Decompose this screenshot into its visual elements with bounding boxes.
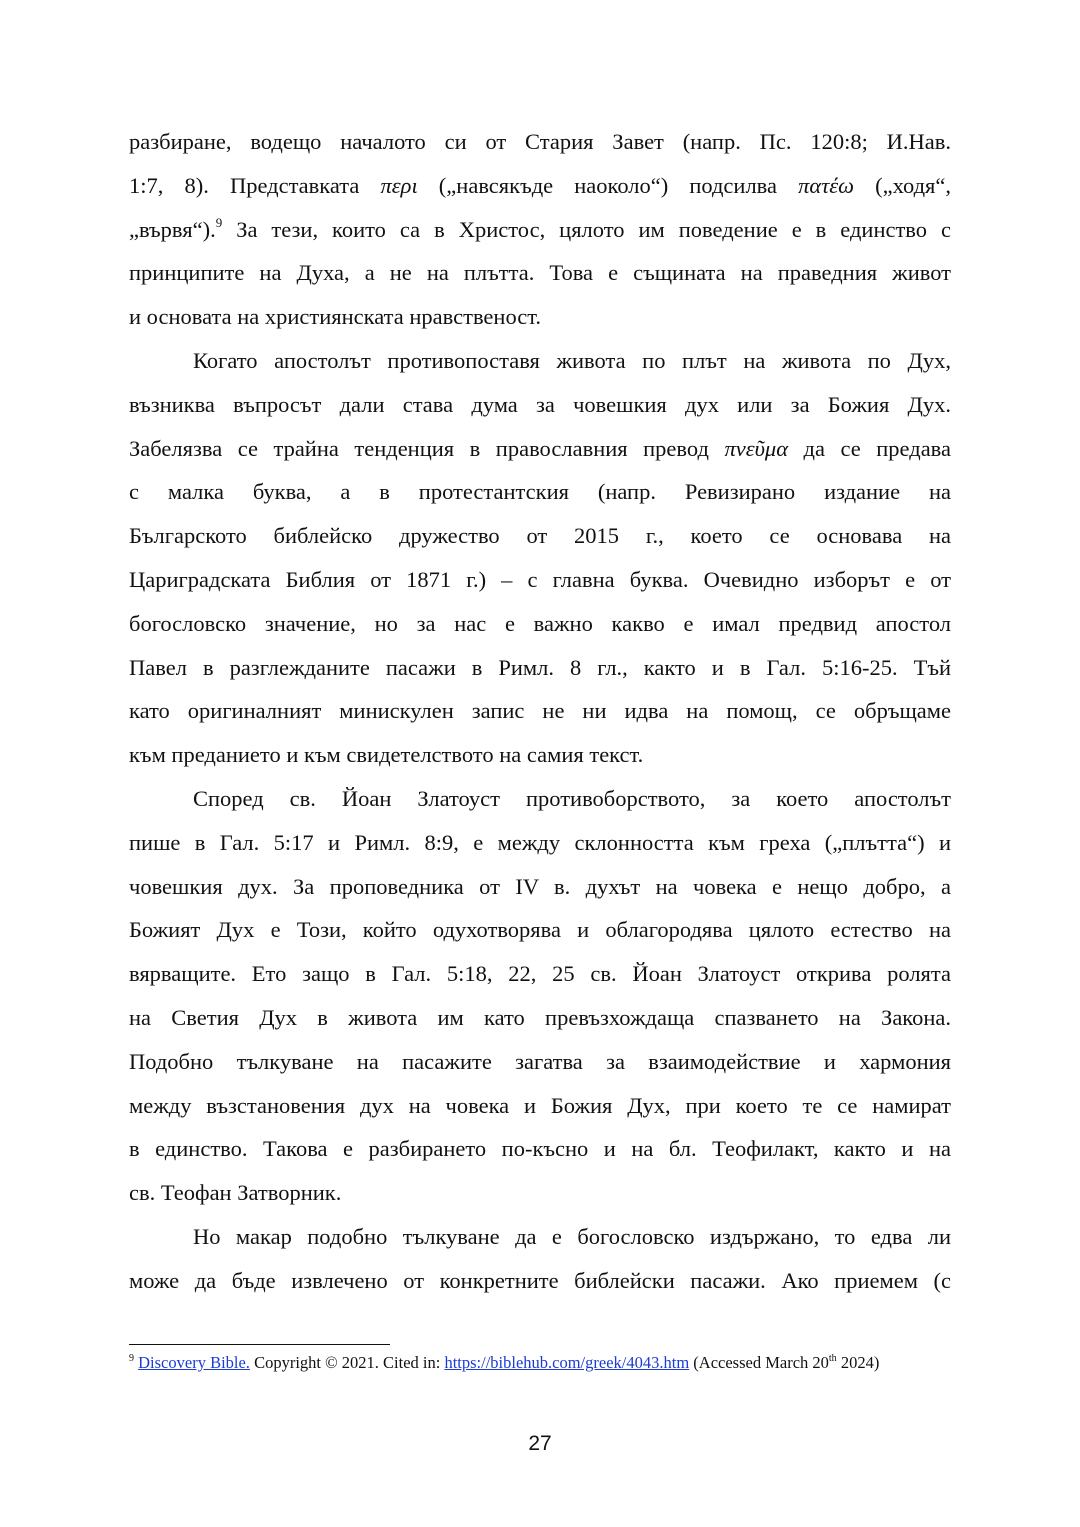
text-line: Подобно тълкуване на пасажите загатва за взаимодействие и хармония [129,1048,951,1074]
body-text [129,120,951,1303]
text-line: богословско значение, но за нас е важно какво е имал предвид апостол [129,610,951,636]
page-number: 27 [528,1432,552,1455]
text-line: като оригиналният минискулен запис не ни идва на помощ, се обръщаме [129,698,951,724]
text-line: може да бъде извлечено от конкретните библейски пасажи. Ако приемем (с [129,1267,951,1293]
text-line: между възстановения дух на човека и Божия Дух, при което те се намират [129,1092,951,1118]
text-line: 1:7, 8). Представката περι („навсякъде наоколо“) подсилва πατέω („ходя“, [129,172,951,198]
text-line: възниква въпросът дали става дума за човешкия дух или за Божия Дух. [129,391,951,417]
footnote-link-discovery-bible[interactable]: Discovery Bible. [138,1353,250,1372]
paragraph-2 [129,339,951,777]
text-line: св. Теофан Затворник. [129,1180,342,1206]
text-line: Но макар подобно тълкуване да е богословско издържано, то едва ли [193,1223,951,1249]
text-line: разбиране, водещо началото си от Стария Завет (напр. Пс. 120:8; И.Нав. [129,129,951,154]
paragraph-1 [129,120,951,339]
text-line: пише в Гал. 5:17 и Римл. 8:9, е между склонността към греха („плътта“) и [129,829,951,855]
text-line: човешкия дух. За проповедника от IV в. духът на човека е нещо добро, а [129,873,951,899]
text-line: Божият Дух е Този, който одухотворява и облагородява цялото естество на [129,917,951,943]
footnote: $^9$ Discovery Bible. Copyright © 2021. Cited in: https://biblehub.com/greek/4043.htm (Accessed March 20th 2024) [129,1353,880,1372]
text-line: в единство. Такова е разбирането по-късно и на бл. Теофилакт, както и на [129,1136,951,1162]
text-line: Когато апостолът противопоставя живота по плът на живота по Дух, [193,347,951,373]
paragraph-3 [129,777,951,1215]
footnote-separator [129,1344,390,1345]
text-line: Забелязва се трайна тенденция в православния превод πνεῦμα да се предава [129,435,951,461]
ordinal-suffix: th [828,1353,837,1364]
footnote-ref[interactable]: 9 [215,214,223,230]
text-line: с малка буква, а в протестантския (напр. Ревизирано издание на [129,479,951,505]
text-line: Според св. Йоан Златоуст противоборството, за което апостолът [193,785,951,811]
text-line: вярващите. Ето защо в Гал. 5:18, 22, 25 св. Йоан Златоуст открива ролята [129,961,951,987]
greek-word: πνεῦμα [724,435,789,461]
text-line: Павел в разглежданите пасажи в Римл. 8 гл., както и в Гал. 5:16-25. Тъй [129,654,951,680]
footnote-number: 9 [129,1353,134,1364]
paragraph-4 [129,1215,951,1303]
text-line: и основата на християнската нравственост. [129,304,542,330]
text-line: на Светия Дух в живота им като превъзхождаща спазването на Закона. [129,1004,951,1030]
text-line: принципите на Духа, а не на плътта. Това е същината на праведния живот [129,260,951,286]
text-line: към преданието и към свидетелството на самия текст. [129,742,644,768]
text-line: Цариградската Библия от 1871 г.) – с главна буква. Очевидно изборът е от [129,566,951,592]
greek-word: περι [380,172,418,198]
text-line: „вървя“).$^9$ За тези, които са в Христос, цялото им поведение е в единство с [129,214,951,242]
text-line: Българското библейско дружество от 2015 г., което се основава на [129,523,951,549]
footnote-link-biblehub[interactable]: https://biblehub.com/greek/4043.htm [444,1353,690,1372]
greek-word: πατέω [798,172,854,198]
